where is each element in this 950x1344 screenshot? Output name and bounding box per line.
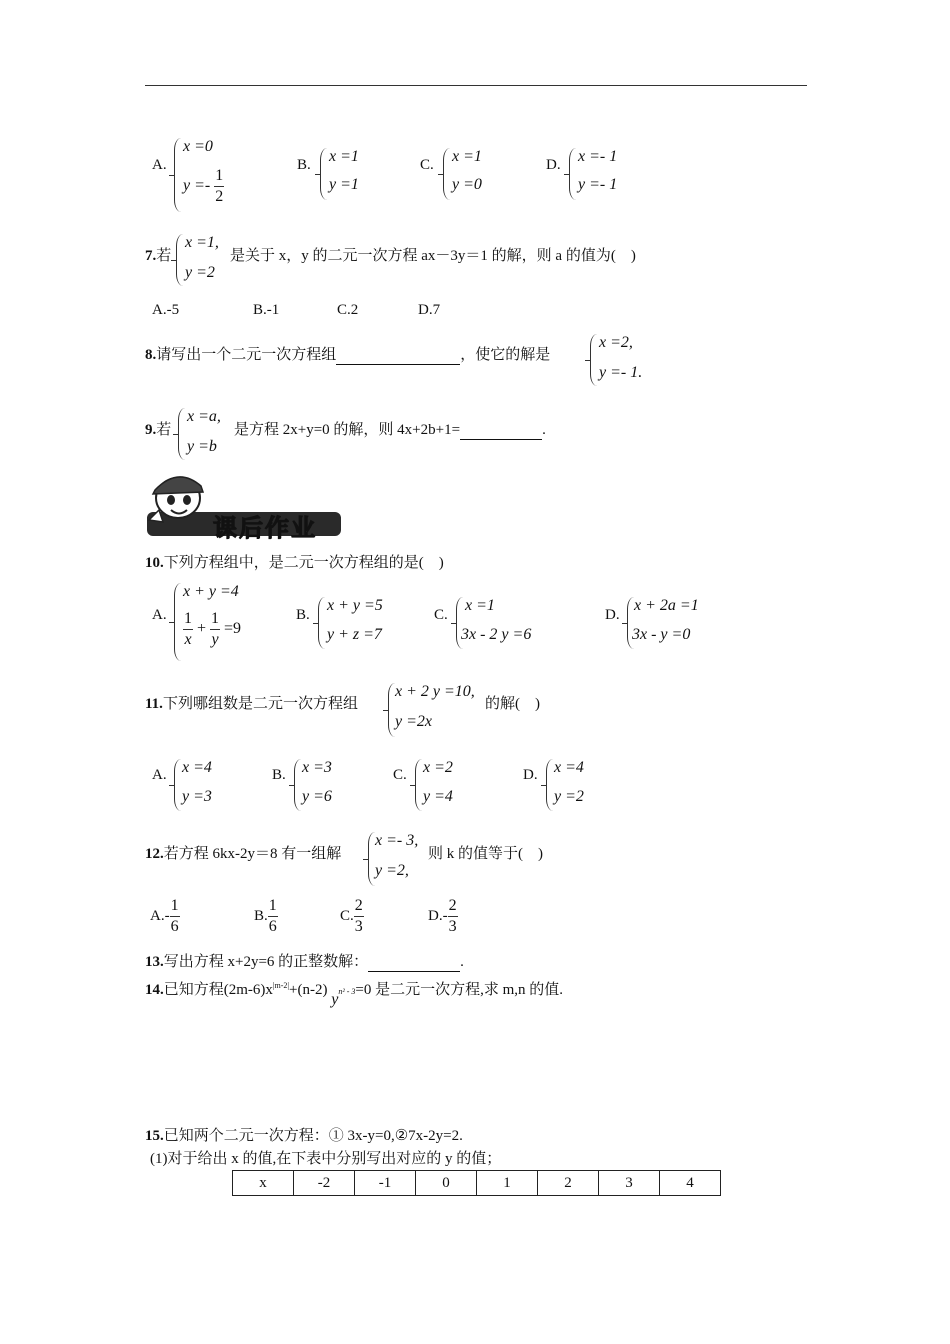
option-b: B.-1 (253, 302, 280, 318)
option-label: C. (434, 607, 448, 623)
question-10: 10.下列方程组中，是二元一次方程组的是( ) (145, 555, 444, 571)
question-7: 7.若 (145, 248, 172, 264)
table-cell: -2 (294, 1171, 355, 1196)
question-11-text: 的解( ) (485, 696, 540, 712)
option-c: C. $\frac{2}{3}$ (340, 897, 363, 935)
question-15: 15.已知两个二元一次方程：① 3x-y=0,②7x-2y=2. (145, 1128, 463, 1144)
table-cell: -1 (355, 1171, 416, 1196)
table-cell: 4 (660, 1171, 721, 1196)
question-13: 13.写出方程 x+2y=6 的正整数解： . (145, 954, 464, 970)
equation-system: x =3 y =6 (294, 759, 354, 811)
option-label: C. (420, 157, 434, 173)
equation-system: x =- 3, y =2, (368, 832, 430, 886)
value-table (232, 1170, 721, 1196)
option-c: C.2 (337, 302, 359, 318)
equation-system: x =4 y =3 (174, 759, 234, 811)
equation-system: x =- 1 y =- 1 (569, 148, 639, 200)
equation-system: x =4 y =2 (546, 759, 606, 811)
table-row (233, 1171, 721, 1196)
equation-system: x + y =5 y + z =7 (318, 597, 398, 649)
table-cell: 0 (416, 1171, 477, 1196)
option-label: D. (523, 767, 538, 783)
option-a: A.-5 (152, 302, 180, 318)
equation-system: x + 2a =1 3x - y =0 (627, 597, 727, 649)
option-label: A. (152, 157, 167, 173)
option-label: B. (297, 157, 311, 173)
option-label: D. (605, 607, 620, 623)
option-label: A. (152, 767, 167, 783)
table-cell: 2 (538, 1171, 599, 1196)
equation-system: x + y =4 $\frac{1}{x}$ + $\frac{1}{y}$ =9 (174, 583, 264, 661)
header-rule (145, 85, 807, 86)
question-9-text: 是方程 2x+y=0 的解，则 4x+2b+1= . (234, 422, 546, 438)
table-cell: 1 (477, 1171, 538, 1196)
equation-system: x =2 y =4 (415, 759, 475, 811)
question-14: 14.已知方程$(2m-6)x^{|m-2|}+(n-2)$ $y^{n^2 - 3}=0$ 是二元一次方程,求 m,n 的值. (145, 981, 564, 1008)
question-12-text: 则 k 的值等于( ) (428, 846, 543, 862)
table-cell: 3 (599, 1171, 660, 1196)
option-label: C. (393, 767, 407, 783)
equation-system: x =1 y =0 (443, 148, 503, 200)
option-label: D. (546, 157, 561, 173)
question-9: 9.若 (145, 422, 172, 438)
homework-logo (143, 470, 343, 540)
question-12: 12.若方程 6kx-2y＝8 有一组解 (145, 846, 342, 862)
table-cell: x (233, 1171, 294, 1196)
equation-system: x =0 y =- $\frac{1}{2}$ (174, 138, 254, 212)
option-label: A. (152, 607, 167, 623)
equation-system: x =2, y =- 1. (590, 334, 660, 386)
equation-system: x =a, y =b (178, 408, 232, 460)
option-a: A.- $\frac{1}{6}$ (150, 897, 179, 935)
equation-system: x =1, y =2 (176, 234, 226, 286)
option-label: B. (272, 767, 286, 783)
option-b: B. $\frac{1}{6}$ (254, 897, 277, 935)
option-label: B. (296, 607, 310, 623)
option-d: D.7 (418, 302, 441, 318)
question-7-text: 是关于 x，y 的二元一次方程 ax－3y＝1 的解，则 a 的值为( ) (230, 248, 636, 264)
equation-system: x + 2 y =10, y =2x (388, 683, 488, 737)
equation-system: x =1 y =1 (320, 148, 380, 200)
question-15-sub1: (1)对于给出 x 的值,在下表中分别写出对应的 y 的值； (150, 1151, 502, 1167)
question-11: 11.下列哪组数是二元一次方程组 (145, 696, 358, 712)
option-d: D.- $\frac{2}{3}$ (428, 897, 457, 935)
logo-text: 课后作业 (213, 514, 317, 542)
equation-system: x =1 3x - 2 y =6 (456, 597, 556, 649)
question-8: 8.请写出一个二元一次方程组 ，使它的解是 (145, 347, 551, 363)
